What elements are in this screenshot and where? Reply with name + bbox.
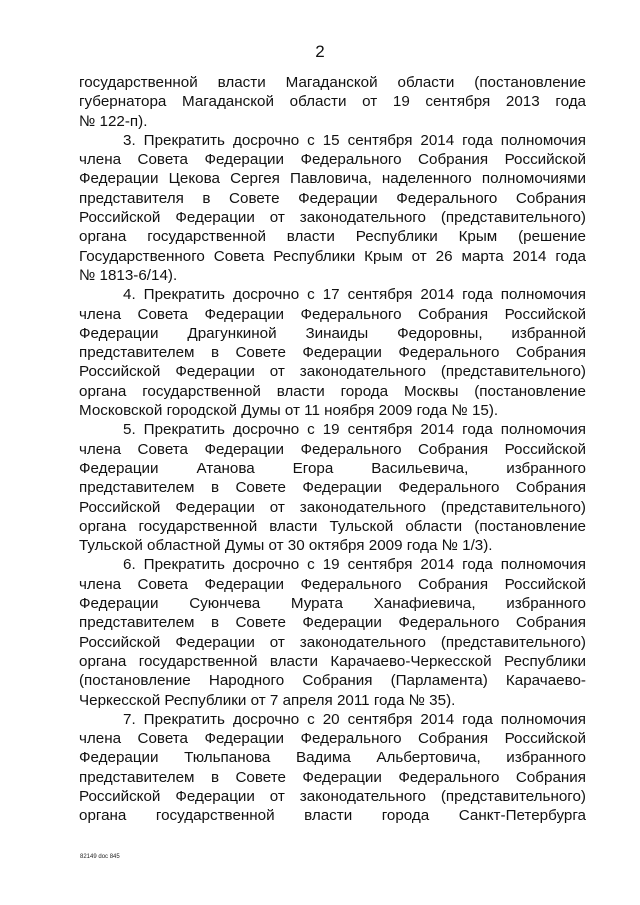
text-line: представителя в Совете Федерации Федерального Собрания (79, 189, 586, 207)
text-line: Московской городской Думы от 11 ноября 2009 года № 15). (79, 402, 499, 420)
text-line: Российской Федерации от законодательного (представительного) (79, 209, 586, 227)
text-line: Российской Федерации от законодательного (представительного) (79, 498, 586, 516)
text-line: Государственного Совета Республики Крым от 26 марта 2014 года (79, 247, 586, 265)
text-line: органа государственной власти города Москвы (постановление (79, 382, 586, 400)
text-line: представителем в Совете Федерации Федерального Собрания (79, 344, 586, 362)
text-line: № 1813-6/14). (79, 266, 178, 284)
text-line: (постановление Народного Собрания (Парламента) Карачаево- (79, 672, 586, 690)
text-line: № 122-п). (79, 112, 148, 130)
text-line: представителем в Совете Федерации Федерального Собрания (79, 614, 586, 632)
text-line: 4. Прекратить досрочно с 17 сентября 2014 года полномочия (123, 286, 586, 304)
text-line: государственной власти Магаданской области (постановление (79, 74, 586, 91)
text-line: органа государственной власти города Санкт-Петербурга (79, 807, 586, 825)
text-line: 7. Прекратить досрочно с 20 сентября 2014 года полномочия (123, 710, 586, 728)
text-line: Федерации Драгункиной Зинаиды Федоровны, избранной (79, 324, 586, 342)
text-line: 3. Прекратить досрочно с 15 сентября 2014 года полномочия (123, 131, 586, 149)
text-line: члена Совета Федерации Федерального Собрания Российской (79, 440, 586, 458)
text-line: органа государственной власти Республики Крым (решение (79, 228, 586, 246)
text-line: представителем в Совете Федерации Федерального Собрания (79, 479, 586, 497)
text-line: члена Совета Федерации Федерального Собрания Российской (79, 730, 586, 748)
text-line: члена Совета Федерации Федерального Собрания Российской (79, 151, 586, 169)
text-line: Российской Федерации от законодательного (представительного) (79, 363, 586, 381)
text-line: Черкесской Республики от 7 апреля 2011 года № 35). (79, 691, 456, 709)
text-line: 5. Прекратить досрочно с 19 сентября 2014 года полномочия (123, 421, 586, 439)
text-line: Российской Федерации от законодательного (представительного) (79, 787, 586, 805)
text-line: Федерации Тюльпанова Вадима Альбертовича, избранного (79, 749, 586, 767)
text-line: органа государственной власти Карачаево-Черкесской Республики (79, 652, 586, 670)
paragraph-item-3 (79, 131, 586, 285)
text-line: представителем в Совете Федерации Федерального Собрания (79, 768, 586, 786)
text-line: Федерации Цекова Сергея Павловича, наделенного полномочиями (79, 170, 586, 188)
text-line: Федерации Суюнчева Мурата Ханафиевича, избранного (79, 595, 586, 613)
text-line: члена Совета Федерации Федерального Собрания Российской (79, 575, 586, 593)
text-line: 6. Прекратить досрочно с 19 сентября 2014 года полномочия (123, 556, 586, 574)
text-line: губернатора Магаданской области от 19 сентября 2013 года (79, 93, 586, 111)
text-line: Тульской областной Думы от 30 октября 2009 года № 1/3). (79, 537, 493, 555)
text-line: органа государственной власти Тульской области (постановление (79, 517, 586, 535)
paragraph-item-7 (79, 710, 586, 826)
document-body (79, 73, 586, 826)
paragraph-item-6 (79, 555, 586, 709)
text-line: Федерации Атанова Егора Васильевича, избранного (79, 459, 586, 477)
paragraph-item-4 (79, 285, 586, 420)
page-number: 2 (315, 42, 325, 61)
text-line: члена Совета Федерации Федерального Собрания Российской (79, 305, 586, 323)
paragraph-continuation (79, 73, 586, 131)
paragraph-item-5 (79, 420, 586, 555)
text-line: Российской Федерации от законодательного (представительного) (79, 633, 586, 651)
footer-document-code: 82149 doc 845 (80, 854, 120, 860)
